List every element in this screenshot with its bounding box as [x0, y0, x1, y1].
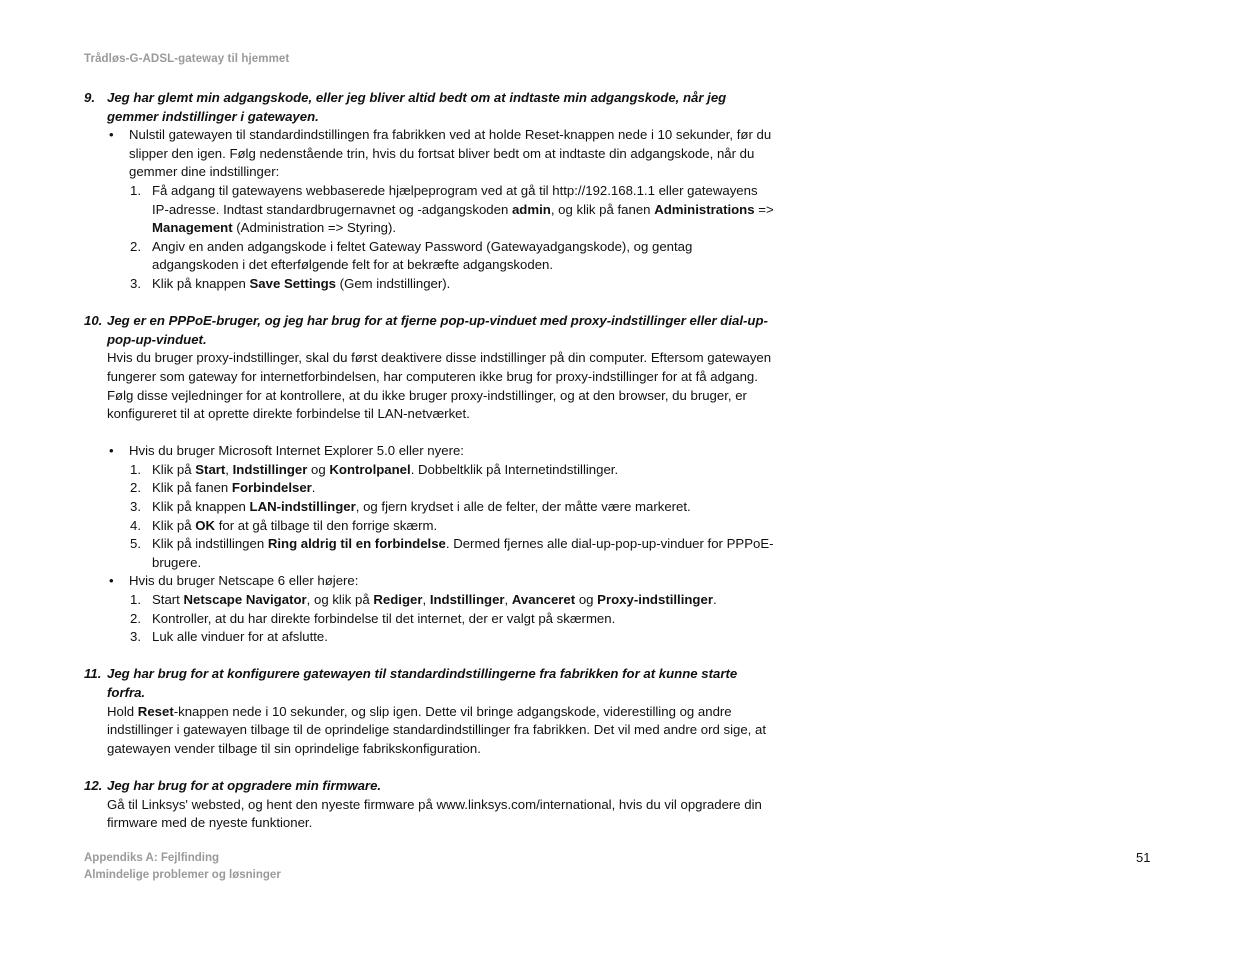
step-bold: Avanceret: [511, 592, 576, 608]
step-text: ,: [225, 461, 233, 477]
bullet-icon: •: [109, 573, 114, 589]
step-text: Kontroller, at du har direkte forbindelse til det internet, der er valgt på skærmen.: [152, 610, 616, 626]
step-text: Få adgang til gatewayens webbaserede hjælpeprogram ved at gå til http://192.168.1.1 eller gatewayens IP-adresse. Indtast standardbrugernavnet og -adgangskoden: [152, 182, 758, 217]
step-text: Start: [152, 592, 184, 608]
step-bold: Forbindelser: [231, 480, 312, 496]
step-text: Angiv en anden adgangskode i feltet Gateway Password (Gatewayadgangskode), og gentag adgangskoden i det efterfølgende felt for at bekræfte adgangskoden.: [152, 238, 693, 273]
step-text: ,: [504, 592, 512, 608]
question-10-title: [84, 312, 774, 349]
bullet-text: Hvis du bruger Microsoft Internet Explorer 5.0 eller nyere:: [129, 443, 464, 459]
step-item: [84, 628, 774, 647]
step-text: .: [712, 592, 717, 608]
step-number: 2.: [130, 238, 141, 254]
question-11-title: [84, 665, 774, 702]
step-text: , og klik på: [306, 592, 374, 608]
step-item: [84, 610, 774, 629]
spacer: [84, 294, 774, 313]
question-text: Jeg har brug for at konfigurere gatewayen til standardindstillingerne fra fabrikken for at kunne starte forfra.: [107, 666, 738, 700]
step-number: 3.: [130, 629, 141, 645]
step-text: Klik på: [152, 517, 196, 533]
step-bold: Management: [152, 220, 233, 236]
step-text: , og fjern krydset i alle de felter, der måtte være markeret.: [355, 499, 691, 515]
step-number: 5.: [130, 536, 141, 552]
spacer: [84, 424, 774, 443]
step-bold: Administrations: [654, 201, 755, 217]
step-text: Klik på knappen: [152, 499, 250, 515]
footer-subsection-title: Almindelige problemer og løsninger: [84, 868, 281, 881]
step-item: [84, 182, 774, 238]
spacer: [84, 758, 774, 777]
step-number: 3.: [130, 275, 141, 291]
step-number: 4.: [130, 517, 141, 533]
step-text: Klik på indstillingen: [152, 536, 268, 552]
answer-paragraph: [84, 703, 774, 759]
page-footer: [84, 850, 281, 883]
answer-text: -knappen nede i 10 sekunder, og slip igen. Dette vil bringe adgangskode, viderestilling og andre indstillinger i gatewayen tilbage til de oprindelige standardindstillinger fra fabrikken. Det vil med andre ord sige, at gatewayen vender tilbage til sin oprindelige fabrikskonfiguration.: [107, 703, 767, 756]
step-item: [84, 275, 774, 294]
step-number: 2.: [130, 480, 141, 496]
step-text: =>: [754, 201, 774, 217]
page-number: 51: [1136, 850, 1151, 865]
bullet-item: [84, 126, 774, 182]
step-bold: OK: [195, 517, 216, 533]
question-number: 11.: [84, 666, 102, 682]
step-bold: Rediger: [373, 592, 423, 608]
question-9-title: [84, 89, 774, 126]
step-bold: Start: [195, 461, 226, 477]
step-text: Klik på knappen: [152, 275, 250, 291]
step-number: 1.: [130, 461, 141, 477]
step-text: (Administration => Styring).: [232, 220, 397, 236]
step-item: [84, 238, 774, 275]
step-text: Klik på: [152, 461, 196, 477]
step-item: [84, 461, 774, 480]
step-text: (Gem indstillinger).: [336, 275, 451, 291]
step-bold: Netscape Navigator: [183, 592, 307, 608]
bullet-text: Nulstil gatewayen til standardindstillingen fra fabrikken ved at holde Reset-knappen nede i 10 sekunder, før du slipper den igen. Følg nedenstående trin, hvis du fortsat bliver bedt om at indtaste din adgangskode, når du gemmer dine indstillinger:: [129, 127, 772, 180]
step-text: Klik på fanen: [152, 480, 232, 496]
answer-paragraph: Gå til Linksys' websted, og hent den nyeste firmware på www.linksys.com/international, hvis du vil opgradere din firmware med de nyeste funktioner.: [107, 796, 762, 831]
step-text: og: [575, 592, 598, 608]
step-bold: Kontrolpanel: [329, 461, 411, 477]
bullet-icon: •: [109, 443, 114, 459]
question-number: 12.: [84, 777, 103, 793]
bullet-item: [84, 442, 774, 461]
step-bold: Proxy-indstillinger: [597, 592, 713, 608]
step-bold: LAN-indstillinger: [249, 499, 356, 515]
step-item: [84, 479, 774, 498]
step-item: [84, 498, 774, 517]
bullet-icon: •: [109, 127, 114, 143]
step-number: 1.: [130, 182, 141, 198]
question-12-title: [84, 777, 774, 796]
step-text: og: [307, 461, 330, 477]
question-text: Jeg har brug for at opgradere min firmware.: [107, 777, 382, 793]
question-text: Jeg er en PPPoE-bruger, og jeg har brug for at fjerne pop-up-vinduet med proxy-indstillinger eller dial-up-pop-up-vinduet.: [107, 313, 768, 347]
step-bold: admin: [511, 201, 551, 217]
footer-section-title: Appendiks A: Fejlfinding: [84, 852, 220, 864]
step-text: ,: [422, 592, 430, 608]
step-number: 1.: [130, 592, 141, 608]
document-body: [84, 89, 774, 833]
step-number: 3.: [130, 499, 141, 515]
question-text: Jeg har glemt min adgangskode, eller jeg bliver altid bedt om at indtaste min adgangskode, når jeg gemmer indstillinger i gatewayen.: [107, 90, 727, 124]
answer-text: Hold: [107, 703, 138, 719]
step-item: [84, 517, 774, 536]
step-text: .: [311, 480, 316, 496]
step-item: [84, 535, 774, 572]
bullet-item: [84, 572, 774, 591]
step-number: 2.: [130, 610, 141, 626]
step-text: , og klik på fanen: [550, 201, 655, 217]
question-number: 10.: [84, 313, 103, 329]
step-bold: Ring aldrig til en forbindelse: [267, 536, 446, 552]
spacer: [84, 647, 774, 666]
question-number: 9.: [84, 90, 95, 105]
step-text: . Dermed fjernes alle dial-up-pop-up-vinduer for PPPoE-brugere.: [152, 536, 774, 570]
step-text: for at gå tilbage til den forrige skærm.: [215, 517, 438, 533]
answer-paragraph: Hvis du bruger proxy-indstillinger, skal du først deaktivere disse indstillinger på din computer. Eftersom gatewayen fungerer som gateway for internetforbindelsen, har computeren ikke brug for proxy-indstillinger for at få adgang. Følg disse vejledninger for at kontrollere, at du ikke bruger proxy-indstillinger, og at den browser, du bruger, er konfigureret til at oprette direkte forbindelse til LAN-netværket.: [107, 350, 772, 422]
step-text: . Dobbeltklik på Internetindstillinger.: [410, 461, 619, 477]
step-text: Luk alle vinduer for at afslutte.: [152, 629, 328, 645]
step-item: [84, 591, 774, 610]
answer-bold: Reset: [137, 703, 174, 719]
step-bold: Indstillinger: [429, 592, 505, 608]
step-bold: Save Settings: [249, 275, 337, 291]
running-header: Trådløs-G-ADSL-gateway til hjemmet: [84, 53, 290, 65]
step-bold: Indstillinger: [232, 461, 308, 477]
bullet-text: Hvis du bruger Netscape 6 eller højere:: [129, 573, 359, 589]
